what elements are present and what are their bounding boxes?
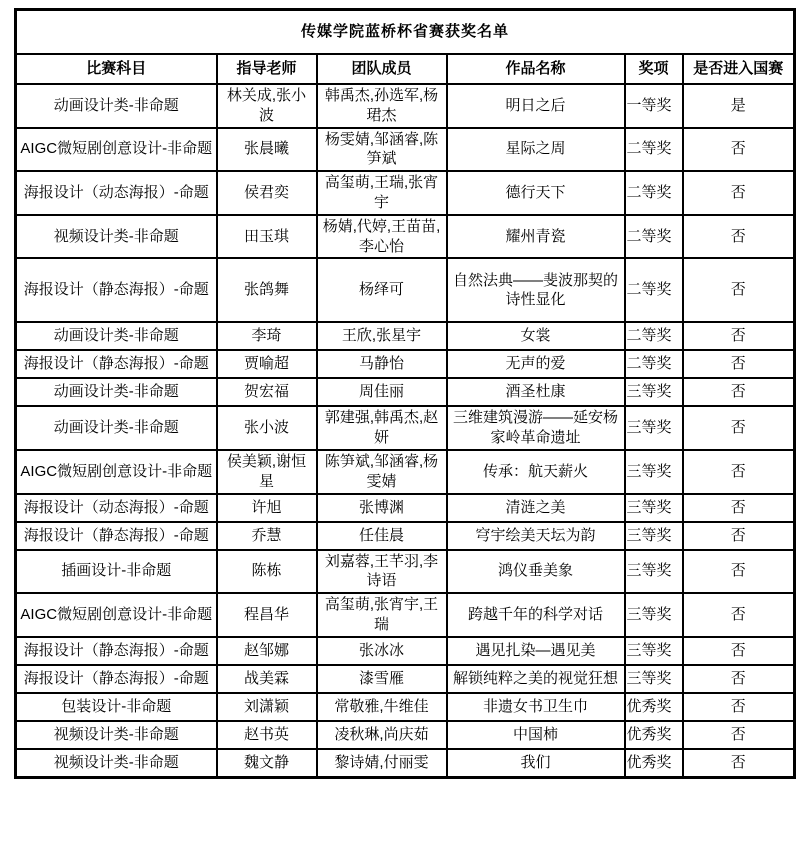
cell-subject: AIGC微短剧创意设计-非命题 (16, 450, 217, 494)
cell-work: 清涟之美 (447, 494, 625, 522)
cell-work: 我们 (447, 749, 625, 778)
cell-national: 否 (683, 522, 795, 550)
cell-teacher: 战美霖 (217, 665, 317, 693)
cell-national: 否 (683, 494, 795, 522)
cell-work: 穹宇绘美天坛为韵 (447, 522, 625, 550)
cell-teacher: 张晨曦 (217, 128, 317, 172)
table-row (16, 550, 795, 594)
cell-teacher: 魏文静 (217, 749, 317, 778)
table-row (16, 494, 795, 522)
cell-work: 非遗女书卫生巾 (447, 693, 625, 721)
table-row (16, 665, 795, 693)
cell-members: 郭建强,韩禹杰,赵妍 (317, 406, 447, 450)
cell-teacher: 乔慧 (217, 522, 317, 550)
title-row (16, 10, 795, 55)
cell-teacher: 程昌华 (217, 593, 317, 637)
table-row (16, 637, 795, 665)
cell-subject: 海报设计（动态海报）-命题 (16, 494, 217, 522)
cell-members: 韩禹杰,孙选军,杨珺杰 (317, 84, 447, 128)
cell-national: 否 (683, 665, 795, 693)
cell-subject: 动画设计类-非命题 (16, 322, 217, 350)
cell-national: 否 (683, 215, 795, 259)
cell-work: 星际之周 (447, 128, 625, 172)
cell-members: 高玺萌,张宵宇,王瑞 (317, 593, 447, 637)
cell-teacher: 许旭 (217, 494, 317, 522)
cell-members: 张冰冰 (317, 637, 447, 665)
cell-award: 优秀奖 (625, 721, 683, 749)
cell-work: 酒圣杜康 (447, 378, 625, 406)
cell-teacher: 陈栋 (217, 550, 317, 594)
cell-work: 传承：航天薪火 (447, 450, 625, 494)
table-row (16, 84, 795, 128)
column-header-subject: 比赛科目 (16, 54, 217, 84)
cell-members: 漆雪雁 (317, 665, 447, 693)
table-row (16, 378, 795, 406)
cell-award: 三等奖 (625, 450, 683, 494)
cell-national: 否 (683, 450, 795, 494)
cell-award: 二等奖 (625, 350, 683, 378)
cell-work: 无声的爱 (447, 350, 625, 378)
table-row (16, 350, 795, 378)
header-row (16, 54, 795, 84)
cell-teacher: 李琦 (217, 322, 317, 350)
cell-members: 王欣,张星宇 (317, 322, 447, 350)
cell-work: 女裳 (447, 322, 625, 350)
column-header-award: 奖项 (625, 54, 683, 84)
cell-award: 二等奖 (625, 128, 683, 172)
cell-subject: 视频设计类-非命题 (16, 215, 217, 259)
cell-work: 鸿仪垂美象 (447, 550, 625, 594)
cell-teacher: 侯君奕 (217, 171, 317, 215)
cell-subject: 海报设计（静态海报）-命题 (16, 665, 217, 693)
cell-award: 三等奖 (625, 593, 683, 637)
cell-teacher: 贾喻超 (217, 350, 317, 378)
cell-national: 否 (683, 749, 795, 778)
cell-work: 解锁纯粹之美的视觉狂想 (447, 665, 625, 693)
cell-national: 否 (683, 128, 795, 172)
table-row (16, 593, 795, 637)
cell-work: 耀州青瓷 (447, 215, 625, 259)
table-row (16, 749, 795, 778)
cell-teacher: 张小波 (217, 406, 317, 450)
cell-members: 高玺萌,王瑞,张宵宇 (317, 171, 447, 215)
cell-national: 否 (683, 406, 795, 450)
award-table (14, 8, 796, 779)
cell-national: 否 (683, 637, 795, 665)
cell-work: 三维建筑漫游——延安杨家岭革命遗址 (447, 406, 625, 450)
column-header-teacher: 指导老师 (217, 54, 317, 84)
cell-national: 否 (683, 258, 795, 322)
cell-subject: 动画设计类-非命题 (16, 406, 217, 450)
cell-award: 二等奖 (625, 171, 683, 215)
cell-work: 中国柿 (447, 721, 625, 749)
page-title: 传媒学院蓝桥杯省赛获奖名单 (16, 10, 795, 55)
cell-subject: 视频设计类-非命题 (16, 721, 217, 749)
cell-members: 任佳晨 (317, 522, 447, 550)
cell-national: 否 (683, 721, 795, 749)
cell-teacher: 林关成,张小波 (217, 84, 317, 128)
table-row (16, 171, 795, 215)
cell-subject: 动画设计类-非命题 (16, 378, 217, 406)
table-row (16, 128, 795, 172)
cell-subject: AIGC微短剧创意设计-非命题 (16, 593, 217, 637)
cell-subject: 海报设计（静态海报）-命题 (16, 522, 217, 550)
cell-subject: 海报设计（静态海报）-命题 (16, 637, 217, 665)
cell-teacher: 贺宏福 (217, 378, 317, 406)
cell-members: 马静怡 (317, 350, 447, 378)
cell-national: 否 (683, 350, 795, 378)
cell-subject: 视频设计类-非命题 (16, 749, 217, 778)
cell-award: 三等奖 (625, 665, 683, 693)
cell-national: 否 (683, 322, 795, 350)
cell-subject: 动画设计类-非命题 (16, 84, 217, 128)
cell-subject: 包装设计-非命题 (16, 693, 217, 721)
cell-members: 张博渊 (317, 494, 447, 522)
cell-members: 周佳丽 (317, 378, 447, 406)
cell-award: 二等奖 (625, 322, 683, 350)
cell-members: 黎诗婧,付丽雯 (317, 749, 447, 778)
cell-teacher: 侯美颖,谢恒星 (217, 450, 317, 494)
cell-national: 是 (683, 84, 795, 128)
cell-national: 否 (683, 550, 795, 594)
cell-award: 三等奖 (625, 494, 683, 522)
table-row (16, 721, 795, 749)
cell-teacher: 刘潇颖 (217, 693, 317, 721)
cell-award: 三等奖 (625, 522, 683, 550)
cell-subject: 海报设计（动态海报）-命题 (16, 171, 217, 215)
cell-award: 一等奖 (625, 84, 683, 128)
table-row (16, 406, 795, 450)
table-row (16, 322, 795, 350)
cell-national: 否 (683, 171, 795, 215)
table-row (16, 215, 795, 259)
cell-members: 常敬雅,牛维佳 (317, 693, 447, 721)
cell-award: 优秀奖 (625, 693, 683, 721)
cell-award: 三等奖 (625, 637, 683, 665)
cell-work: 自然法典——斐波那契的诗性显化 (447, 258, 625, 322)
cell-work: 跨越千年的科学对话 (447, 593, 625, 637)
cell-work: 德行天下 (447, 171, 625, 215)
cell-award: 二等奖 (625, 215, 683, 259)
cell-members: 杨绎可 (317, 258, 447, 322)
cell-members: 凌秋琳,尚庆茹 (317, 721, 447, 749)
cell-subject: 海报设计（静态海报）-命题 (16, 258, 217, 322)
cell-award: 优秀奖 (625, 749, 683, 778)
cell-teacher: 张鸽舞 (217, 258, 317, 322)
cell-members: 杨婧,代婷,王苗苗,李心怡 (317, 215, 447, 259)
cell-work: 遇见扎染—遇见美 (447, 637, 625, 665)
table-row (16, 258, 795, 322)
cell-national: 否 (683, 593, 795, 637)
cell-teacher: 赵书英 (217, 721, 317, 749)
table-row (16, 450, 795, 494)
cell-teacher: 赵邹娜 (217, 637, 317, 665)
cell-members: 刘嘉蓉,王芊羽,李诗语 (317, 550, 447, 594)
table-row (16, 693, 795, 721)
column-header-work: 作品名称 (447, 54, 625, 84)
cell-national: 否 (683, 693, 795, 721)
cell-teacher: 田玉琪 (217, 215, 317, 259)
table-row (16, 522, 795, 550)
cell-subject: AIGC微短剧创意设计-非命题 (16, 128, 217, 172)
cell-national: 否 (683, 378, 795, 406)
cell-members: 杨雯婧,邹涵睿,陈笋斌 (317, 128, 447, 172)
cell-award: 二等奖 (625, 258, 683, 322)
cell-subject: 插画设计-非命题 (16, 550, 217, 594)
cell-award: 三等奖 (625, 550, 683, 594)
column-header-members: 团队成员 (317, 54, 447, 84)
cell-work: 明日之后 (447, 84, 625, 128)
cell-members: 陈笋斌,邹涵睿,杨雯婧 (317, 450, 447, 494)
column-header-national: 是否进入国赛 (683, 54, 795, 84)
cell-subject: 海报设计（静态海报）-命题 (16, 350, 217, 378)
cell-award: 三等奖 (625, 406, 683, 450)
cell-award: 三等奖 (625, 378, 683, 406)
